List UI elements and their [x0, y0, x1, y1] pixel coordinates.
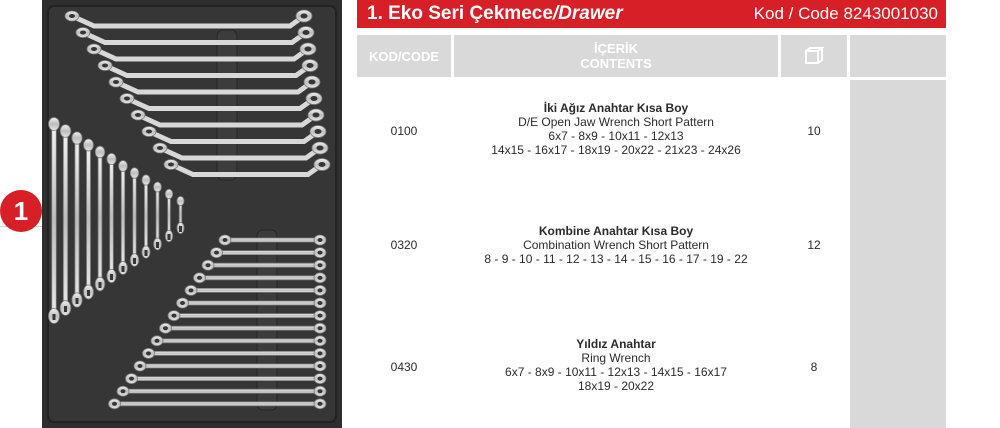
row-quantity: 10	[807, 124, 821, 138]
box-icon	[804, 47, 824, 65]
row-name-tr: Yıldız Anahtar	[576, 337, 656, 351]
row-contents	[454, 224, 778, 266]
drawer-code	[754, 4, 938, 24]
row-contents	[454, 101, 778, 157]
table-side-column	[850, 80, 946, 428]
row-name-en: D/E Open Jaw Wrench Short Pattern	[518, 115, 714, 129]
title-translation: Drawer	[558, 3, 623, 24]
code-value: 8243001030	[843, 4, 938, 23]
row-sizes-line: 6x7 - 8x9 - 10x11 - 12x13	[548, 129, 684, 143]
row-name-en: Ring Wrench	[581, 351, 651, 365]
row-name-en: Combination Wrench Short Pattern	[523, 238, 709, 252]
row-code: 0320	[390, 238, 418, 252]
row-name-tr: Kombine Anahtar Kısa Boy	[538, 224, 694, 238]
row-sizes-line: 8 - 9 - 10 - 11 - 12 - 13 - 14 - 15 - 16 - 17 - 19 - 22	[484, 252, 748, 266]
row-sizes-line: 14x15 - 16x17 - 18x19 - 20x22 - 21x23 - 24x26	[491, 143, 741, 157]
header-code-label: KOD/CODE	[368, 48, 440, 64]
row-sizes-line: 6x7 - 8x9 - 10x11 - 12x13 - 14x15 - 16x17	[505, 365, 727, 379]
header-code	[357, 35, 451, 77]
header-contents-tr: İÇERİK	[593, 41, 639, 56]
row-quantity: 12	[807, 238, 821, 252]
header-empty	[850, 35, 946, 77]
row-contents	[454, 337, 778, 393]
header-contents-en: CONTENTS	[580, 56, 652, 71]
drawer-title	[367, 3, 623, 25]
title-bar	[357, 0, 946, 28]
title-separator: /	[552, 3, 559, 24]
drawer-photo	[42, 0, 342, 428]
row-code: 0430	[390, 360, 418, 374]
wrench-tray-illustration	[42, 0, 342, 428]
header-contents	[454, 35, 778, 77]
code-label: Kod / Code	[753, 4, 839, 23]
row-code: 0100	[390, 124, 418, 138]
number-badge: 1	[0, 190, 42, 232]
row-quantity: 8	[810, 360, 818, 374]
title-main: 1. Eko Seri Çekmece	[367, 3, 553, 24]
row-sizes-line: 18x19 - 20x22	[577, 379, 655, 393]
header-quantity	[781, 35, 847, 77]
row-name-tr: İki Ağız Anahtar Kısa Boy	[543, 101, 689, 115]
